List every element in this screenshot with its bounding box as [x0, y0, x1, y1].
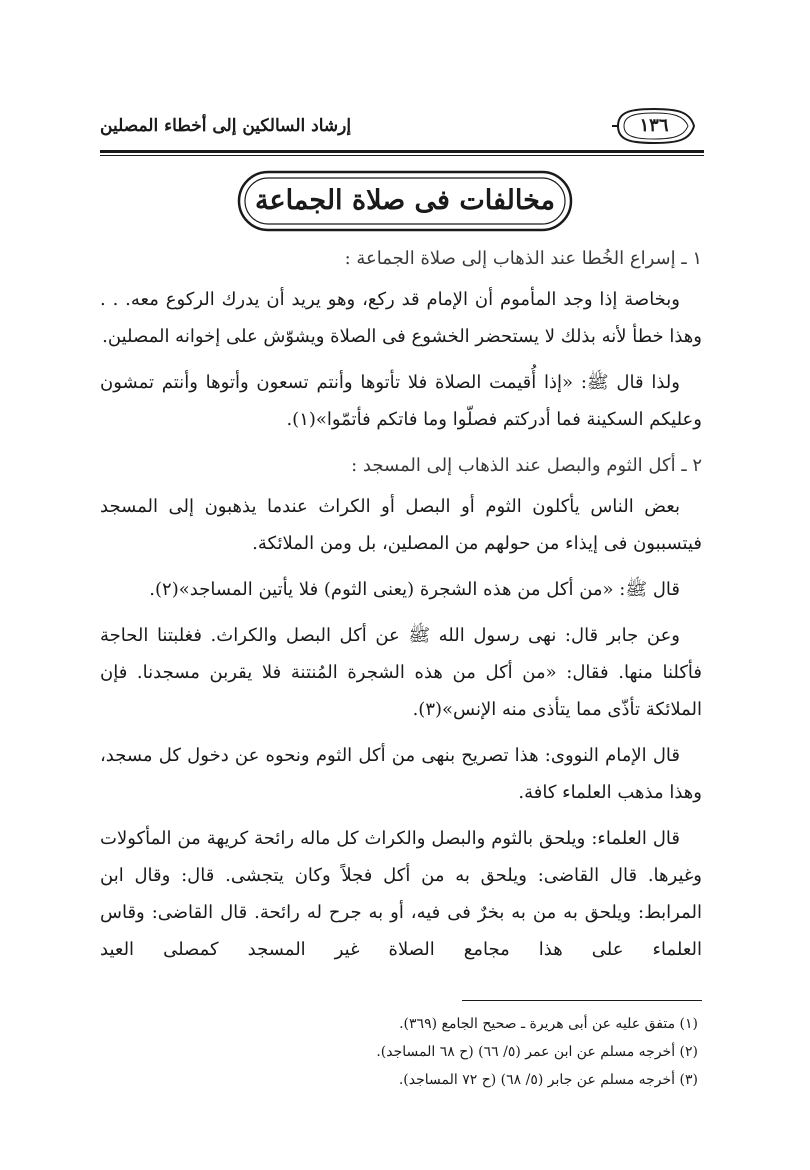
footnotes — [100, 1010, 698, 1094]
paragraph: قال الإمام النووى: هذا تصريح بنهى من أكل الثوم ونحوه عن دخول كل مسجد، وهذا مذهب العلماء كافة. — [100, 745, 702, 803]
footnote: (٣) أخرجه مسلم عن جابر (٥/ ٦٨) (ح ٧٢ المساجد). — [398, 1072, 698, 1088]
page-header — [100, 104, 704, 154]
paragraph: وبخاصة إذا وجد المأموم أن الإمام قد ركع، وهو يريد أن يدرك الركوع معه. . . وهذا خطأ لأنه بذلك لا يستحضر الخشوع فى الصلاة ويشوّش على إخوانه المصلين. — [100, 289, 702, 347]
chapter-title: مخالفات فى صلاة الجماعة — [254, 185, 556, 216]
chapter-title-frame — [237, 170, 573, 232]
section-heading: ١ ـ إسراع الخُطا عند الذهاب إلى صلاة الجماعة : — [344, 248, 702, 269]
paragraph: ولذا قال ﷺ: «إذا أُقيمت الصلاة فلا تأتوها وأنتم تسعون وأتوها وأنتم تمشون وعليكم السكينة فما أدركتم فصلّوا وما فاتكم فأتمّوا»(١). — [100, 372, 702, 430]
footnote-rule — [462, 1000, 702, 1001]
page-number: ١٣٦ — [639, 115, 669, 136]
footnote: (٢) أخرجه مسلم عن ابن عمر (٥/ ٦٦) (ح ٦٨ المساجد). — [376, 1044, 698, 1060]
running-title: إرشاد السالكين إلى أخطاء المصلين — [100, 116, 352, 136]
paragraph: قال ﷺ: «من أكل من هذه الشجرة (يعنى الثوم) فلا يأتين المساجد»(٢). — [149, 579, 680, 600]
header-rule — [100, 150, 704, 156]
paragraph: قال العلماء: ويلحق بالثوم والبصل والكراث كل ماله رائحة كريهة من المأكولات وغيرها. قال القاضى: ويلحق به من أكل فجلاً وكان يتجشى. قال: وقال ابن المرابط: ويلحق به من به بخرٌ فى فيه، أو به جرح له رائحة. قال القاضى: وقاس العلماء على هذا مجامع الصلاة غير المسجد كمصلى العيد — [100, 828, 702, 960]
paragraph: وعن جابر قال: نهى رسول الله ﷺ عن أكل البصل والكراث. فغلبتنا الحاجة فأكلنا منها. فقال: «من أكل من هذه الشجرة المُنتنة فلا يقربن مسجدنا. فإن الملائكة تأذّى مما يتأذى منه الإنس»(٣). — [100, 625, 702, 720]
footnote: (١) متفق عليه عن أبى هريرة ـ صحيح الجامع (٣٦٩). — [399, 1016, 698, 1032]
main-text — [100, 240, 702, 977]
paragraph: بعض الناس يأكلون الثوم أو البصل أو الكراث عندما يذهبون إلى المسجد فيتسببون فى إيذاء من حولهم من المصلين، بل ومن الملائكة. — [100, 496, 702, 554]
section-heading: ٢ ـ أكل الثوم والبصل عند الذهاب إلى المسجد : — [351, 455, 702, 476]
page-number-badge — [612, 106, 696, 146]
